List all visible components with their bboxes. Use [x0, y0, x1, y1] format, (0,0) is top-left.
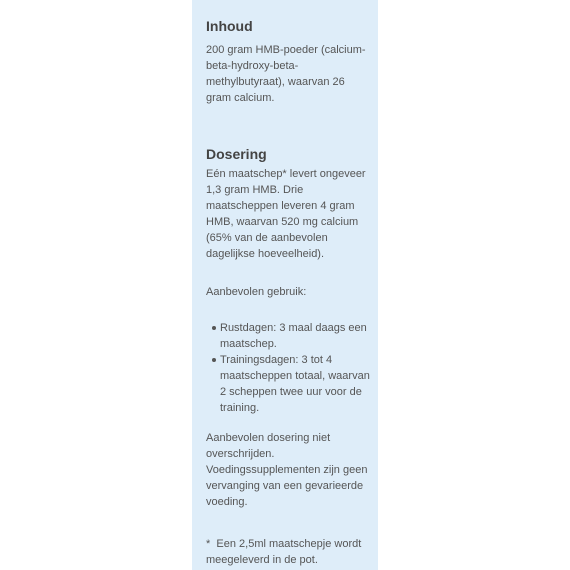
inhoud-text: 200 gram HMB-poeder (calcium-beta-hydroxy-beta-methylbutyraat), waarvan 26 gram calcium. — [206, 44, 366, 104]
dosering-heading: Dosering — [206, 146, 267, 162]
warning-text: Aanbevolen dosering niet overschrijden. Voedingssupplementen zijn geen vervanging van een gevarieerde voeding. — [206, 432, 368, 508]
usage-label: Aanbevolen gebruik: — [206, 286, 307, 298]
footnote-text: * Een 2,5ml maatschepje wordt meegeleverd in de pot. — [206, 538, 365, 566]
dosering-intro: Eén maatschep* levert ongeveer 1,3 gram HMB. Drie maatscheppen leveren 4 gram HMB, waarvan 520 mg calcium (65% van de aanbevolen dagelijkse hoeveelheid). — [206, 168, 366, 260]
inhoud-heading: Inhoud — [206, 18, 253, 34]
list-item: Rustdagen: 3 maal daags een maatschep. — [220, 320, 370, 352]
product-info-panel — [192, 0, 378, 570]
usage-list — [206, 320, 370, 416]
list-item: Trainingsdagen: 3 tot 4 maatscheppen totaal, waarvan 2 scheppen twee uur voor de training. — [220, 354, 370, 414]
